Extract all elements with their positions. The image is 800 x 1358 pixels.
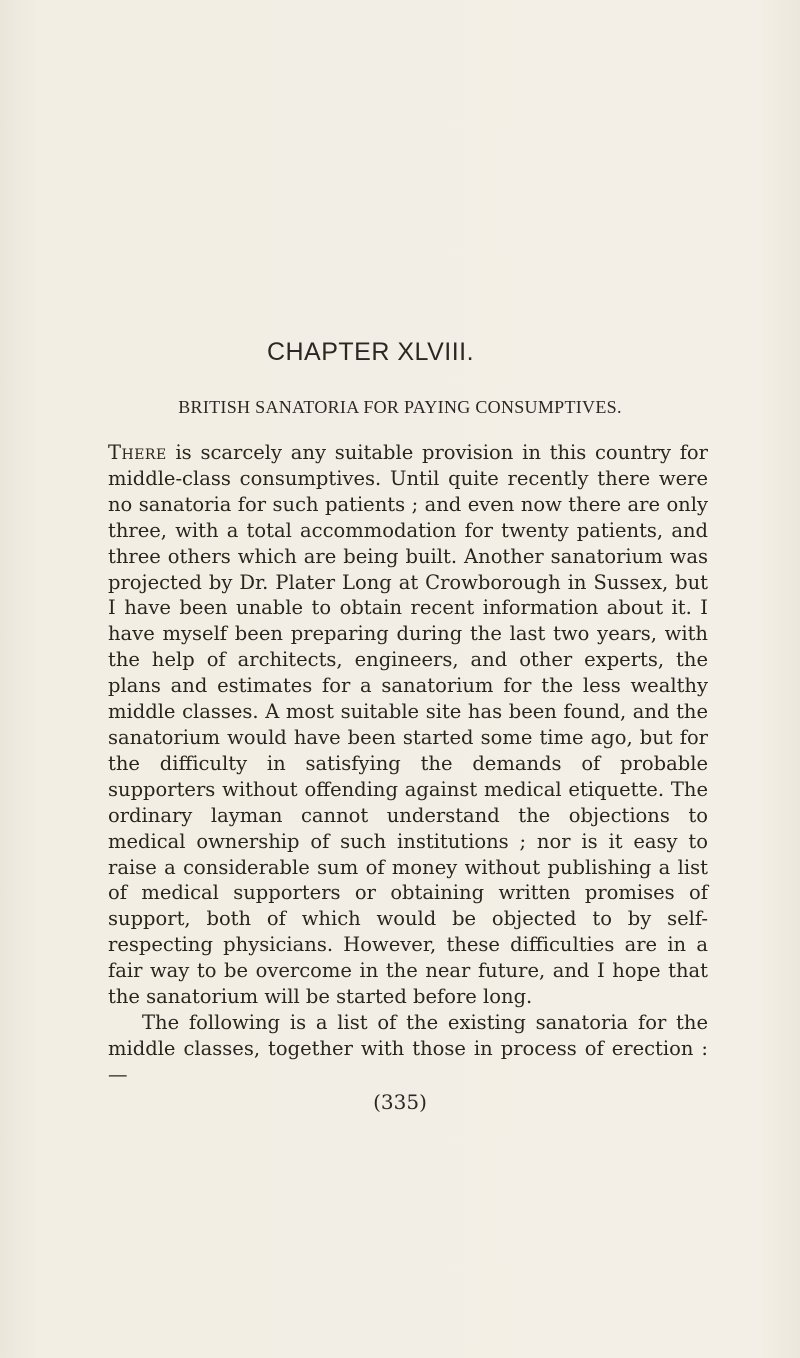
page-number: (335) [373,1090,427,1114]
paragraph-1-lead-word: There [108,441,167,464]
section-title: BRITISH SANATORIA FOR PAYING CONSUMPTIVES. [178,397,622,417]
body-text [108,440,708,1088]
chapter-title: CHAPTER XLVIII. [266,338,475,366]
paragraph-1-text: is scarcely any suitable provision in this country for middle-class consumptives. Until quite recently there were no sanatoria for such patients ; and even now there are only three, with a total accommodation for twenty patients, and three others which are being built. Another sanatorium was projected by Dr. Plater Long at Crowborough in Sussex, but I have been unable to obtain recent information about it. I have myself been preparing during the last two years, with the help of architects, engineers, and other experts, the plans and estimates for a sanatorium for the less wealthy middle classes. A most suitable site has been found, and the sanatorium would have been started some time ago, but for the difficulty in satisfying the demands of probable supporters without offending against medical etiquette. The ordinary layman cannot understand the objections to medical ownership of such institutions ; nor is it easy to raise a considerable sum of money without publishing a list of medical supporters or obtaining written promises of support, both of which would be objected to by self-respecting physicians. However, these difficulties are in a fair way to be overcome in the near future, and I hope that the sanatorium will be started before long. [108,441,708,1009]
paragraph-2: The following is a list of the existing sanatoria for the middle classes, together with those in process of erection :— [108,1010,708,1086]
paragraph-1 [108,440,708,1010]
